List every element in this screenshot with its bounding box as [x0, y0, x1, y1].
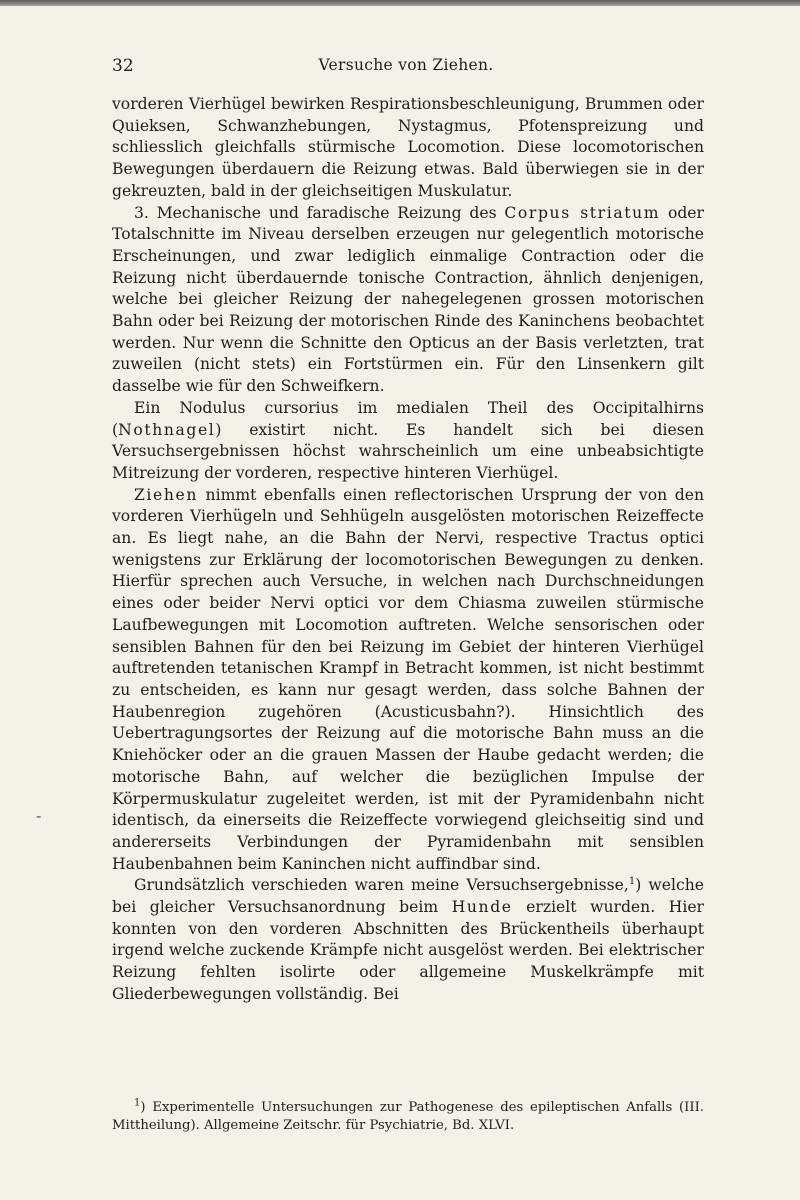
paragraph-4	[112, 485, 704, 876]
term-corpus-striatum: Corpus striatum	[504, 203, 661, 222]
term-hunde: Hunde	[451, 898, 513, 917]
author-ziehen: Ziehen	[134, 485, 198, 504]
margin-mark: -	[36, 806, 42, 825]
paragraph-1-text: vorderen Vierhügel bewirken Respirationsbeschleunigung, Brummen oder Quieksen, Schwanzhebungen, Nystagmus, Pfotenspreizung und schliesslich gleichfalls stürmische Locomotion. Diese locomotorischen Bewegungen überdauern die Reizung etwas. Bald überwiegen sie in der gekreuzten, bald in der gleichseitigen Muskulatur.	[112, 95, 704, 200]
paragraph-3	[112, 398, 704, 485]
page-header	[112, 56, 700, 78]
footnote-ref[interactable]: 1	[628, 876, 636, 888]
body-text	[112, 94, 704, 1006]
footnote-text: ) Experimentelle Untersuchungen zur Pathogenese des epileptischen Anfalls (III. Mittheilung). Allgemeine Zeitschr. für Psychiatrie, Bd. XLVI.	[112, 1100, 704, 1133]
footnotes	[112, 1099, 704, 1134]
page-number: 32	[112, 56, 134, 76]
paragraph-4-text: nimmt ebenfalls einen reflectorischen Ursprung der von den vorderen Vierhügeln und Sehhügeln ausgelösten motorischen Reizeffecte an. Es liegt nahe, an die Bahn der Nervi, respective Tractus optici wenigstens zur Erklärung der locomotorischen Bewegungen zu denken. Hierfür sprechen auch Versuche, in welchen nach Durchschneidungen eines oder beider Nervi optici vor dem Chiasma zuweilen stürmische Laufbewegungen mit Locomotion auftreten. Welche sensorischen oder sensiblen Bahnen für den bei Reizung im Gebiet der hinteren Vierhügel auftretenden tetanischen Krampf in Betracht kommen, ist nicht bestimmt zu entscheiden, es kann nur gesagt werden, dass solche Bahnen der Haubenregion zugehören (Acusticusbahn?). Hinsichtlich des Uebertragungsortes der Reizung auf die motorische Bahn muss an die Kniehöcker oder an die grauen Massen der Haube gedacht werden; die motorische Bahn, auf welcher die bezüglichen Impulse der Körpermuskulatur zugeleitet werden, ist mit der Pyramidenbahn nicht identisch, da einerseits die Reizeffecte vorwiegend gleichseitig sind und andererseits Verbindungen der Pyramidenbahn mit sensiblen Haubenbahnen beim Kaninchen nicht auffindbar sind.	[112, 485, 704, 873]
running-head: Versuche von Ziehen.	[318, 56, 494, 74]
paragraph-5-tail: erzielt wurden. Hier konnten von den vorderen Abschnitten des Brückentheils überhaupt irgend welche zuckende Krämpfe nicht ausgelöst werden. Bei elektrischer Reizung fehlten isolirte oder allgemeine Muskelkrämpfe mit Gliederbewegungen vollständig. Bei	[112, 898, 704, 1003]
paragraph-1	[112, 94, 704, 203]
author-nothnagel: Nothnagel	[118, 420, 216, 439]
footnote-1	[112, 1099, 704, 1134]
paragraph-5-lead: Grundsätzlich verschieden waren meine Versuchsergebnisse,	[134, 876, 629, 895]
paragraph-5	[112, 875, 704, 1005]
paragraph-2-text: oder Totalschnitte im Niveau derselben erzeugen nur gelegentlich motorische Erscheinungen, und zwar lediglich einmalige Contraction oder die Reizung nicht überdauernde tonische Contraction, ähnlich denjenigen, welche bei gleicher Reizung der nahegelegenen grossen motorischen Bahn oder bei Reizung der motorischen Rinde des Kaninchens beobachtet werden. Nur wenn die Schnitte den Opticus an der Basis verletzten, trat zuweilen (nicht stets) ein Fortstürmen ein. Für den Linsenkern gilt dasselbe wie für den Schweifkern.	[112, 203, 704, 396]
paragraph-5-text: ) welche bei gleicher Versuchsanordnung beim	[112, 876, 704, 917]
paragraph-2	[112, 203, 704, 398]
paragraph-2-lead: 3. Mechanische und faradische Reizung des	[134, 203, 505, 222]
paragraph-3-text: ) existirt nicht. Es handelt sich bei diesen Versuchsergebnissen höchst wahrscheinlich um eine unbeabsichtigte Mitreizung der vorderen, respective hinteren Vierhügel.	[112, 420, 704, 482]
scan-edge	[0, 0, 800, 6]
paragraph-3-lead: Ein Nodulus cursorius im medialen Theil des Occipitalhirns (	[112, 398, 704, 439]
footnote-marker: 1	[134, 1097, 141, 1109]
